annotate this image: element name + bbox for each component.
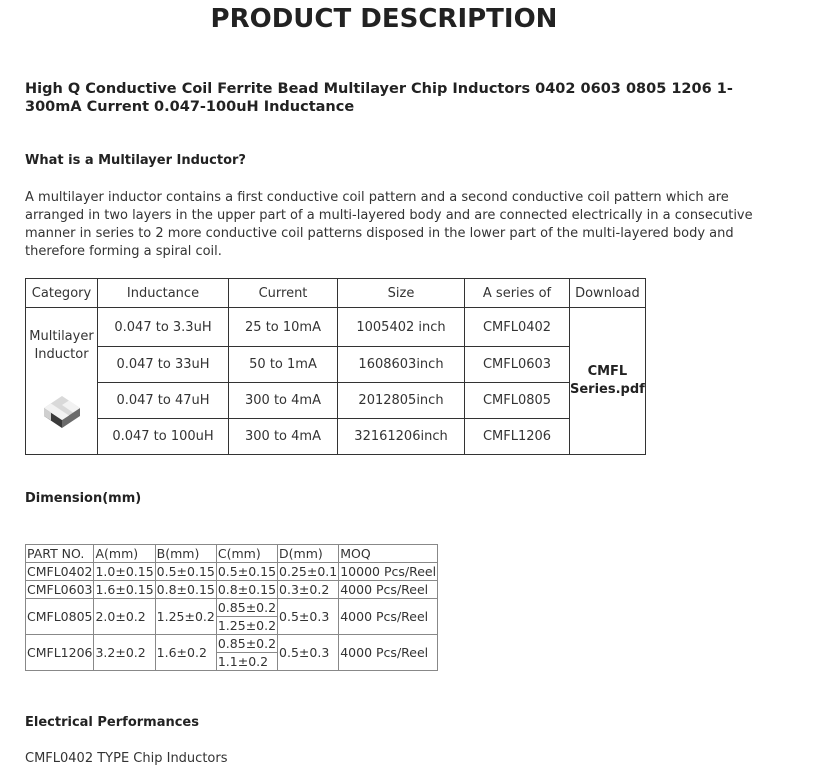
dim-header-moq: MOQ	[339, 545, 438, 563]
current-cell: 300 to 4mA	[229, 419, 338, 455]
dim-header-a: A(mm)	[94, 545, 155, 563]
dim-d-cell: 0.5±0.3	[278, 599, 339, 635]
current-cell: 25 to 10mA	[229, 308, 338, 347]
spec-header-inductance: Inductance	[98, 279, 229, 308]
dim-d-cell: 0.5±0.3	[278, 635, 339, 671]
spec-row	[26, 347, 646, 383]
dim-header-d: D(mm)	[278, 545, 339, 563]
dimension-heading: Dimension(mm)	[25, 491, 142, 506]
size-cell: 32161206inch	[338, 419, 465, 455]
size-cell: 1005402 inch	[338, 308, 465, 347]
dim-part-cell: CMFL1206	[26, 635, 94, 671]
dim-b-cell: 0.5±0.15	[156, 564, 215, 579]
spec-table	[25, 278, 646, 455]
size-cell: 1608603inch	[338, 347, 465, 383]
category-cell	[26, 308, 98, 455]
dim-c-value-1: 0.85±0.2	[217, 600, 277, 615]
dim-header-part: PART NO.	[26, 545, 94, 563]
dim-a-cell: 1.0±0.15	[95, 564, 154, 579]
dim-a-cell: 1.6±0.15	[95, 582, 154, 597]
dim-d-cell: 0.25±0.1	[279, 564, 338, 579]
dim-d-cell: 0.3±0.2	[278, 581, 339, 599]
spec-row	[26, 419, 646, 455]
dim-c-cell: 0.8±0.15	[217, 582, 277, 597]
dim-header-b: B(mm)	[155, 545, 216, 563]
dim-a-cell: 2.0±0.2	[94, 599, 155, 635]
inductance-cell: 0.047 to 33uH	[98, 347, 229, 383]
current-cell: 50 to 1mA	[229, 347, 338, 383]
dim-b-cell: 1.6±0.2	[155, 635, 216, 671]
dim-c-value-1: 0.85±0.2	[217, 636, 277, 651]
category-line-1: Multilayer	[29, 329, 94, 344]
dim-part-cell: CMFL0603	[27, 582, 93, 597]
dim-part-cell: CMFL0402	[27, 564, 93, 579]
series-cell: CMFL1206	[465, 419, 570, 455]
spec-header-download: Download	[570, 279, 646, 308]
spec-header-size: Size	[338, 279, 465, 308]
dim-a-cell: 3.2±0.2	[94, 635, 155, 671]
dim-c-cell	[216, 635, 277, 671]
type-line: CMFL0402 TYPE Chip Inductors	[25, 751, 228, 766]
what-is-heading: What is a Multilayer Inductor?	[25, 153, 246, 168]
dim-moq-cell: 4000 Pcs/Reel	[339, 635, 438, 671]
intro-paragraph: A multilayer inductor contains a first conductive coil pattern and a second conductive coil pattern which are arranged in two layers in the upper part of a multi-layered body and are connected electrically in a consecutive manner in series to 2 more conductive coil patterns disposed in the lower part of the multi-layered body and therefore forming a spiral coil.	[25, 190, 753, 259]
dim-moq-cell: 4000 Pcs/Reel	[339, 599, 438, 635]
download-line-2[interactable]: Series.pdf	[570, 382, 645, 397]
dim-c-cell: 0.5±0.15	[217, 564, 277, 579]
download-line-1[interactable]: CMFL	[587, 364, 628, 379]
dimension-row	[26, 635, 438, 671]
spec-header-series: A series of	[465, 279, 570, 308]
inductance-cell: 0.047 to 3.3uH	[98, 308, 229, 347]
chip-inductor-icon	[40, 390, 84, 430]
dim-moq-cell: 10000 Pcs/Reel	[340, 564, 437, 579]
spec-header-row	[26, 279, 646, 308]
size-cell: 2012805inch	[338, 383, 465, 419]
spec-header-category: Category	[26, 279, 98, 308]
dim-b-cell: 1.25±0.2	[155, 599, 216, 635]
dimension-row	[26, 563, 438, 581]
category-line-2: Inductor	[34, 347, 89, 362]
spec-header-current: Current	[229, 279, 338, 308]
dim-header-c: C(mm)	[216, 545, 277, 563]
inductance-cell: 0.047 to 100uH	[98, 419, 229, 455]
download-link[interactable]	[570, 308, 646, 455]
spec-row	[26, 383, 646, 419]
dim-b-cell: 0.8±0.15	[156, 582, 215, 597]
dim-c-value-2: 1.25±0.2	[217, 618, 277, 633]
dimension-row	[26, 581, 438, 599]
dim-part-cell: CMFL0805	[26, 599, 94, 635]
dim-moq-cell: 4000 Pcs/Reel	[339, 581, 438, 599]
dimension-row	[26, 599, 438, 635]
dim-c-value-2: 1.1±0.2	[217, 652, 277, 670]
series-cell: CMFL0603	[465, 347, 570, 383]
page-title: PRODUCT DESCRIPTION	[210, 4, 558, 34]
series-cell: CMFL0402	[465, 308, 570, 347]
dim-c-cell	[216, 599, 277, 635]
series-cell: CMFL0805	[465, 383, 570, 419]
product-heading: High Q Conductive Coil Ferrite Bead Multilayer Chip Inductors 0402 0603 0805 1206 1-300mA Current 0.047-100uH Inductance	[25, 81, 733, 115]
inductance-cell: 0.047 to 47uH	[98, 383, 229, 419]
dimension-table	[25, 544, 438, 671]
dimension-header-row	[26, 545, 438, 563]
spec-row	[26, 308, 646, 347]
electrical-heading: Electrical Performances	[25, 715, 199, 730]
current-cell: 300 to 4mA	[229, 383, 338, 419]
